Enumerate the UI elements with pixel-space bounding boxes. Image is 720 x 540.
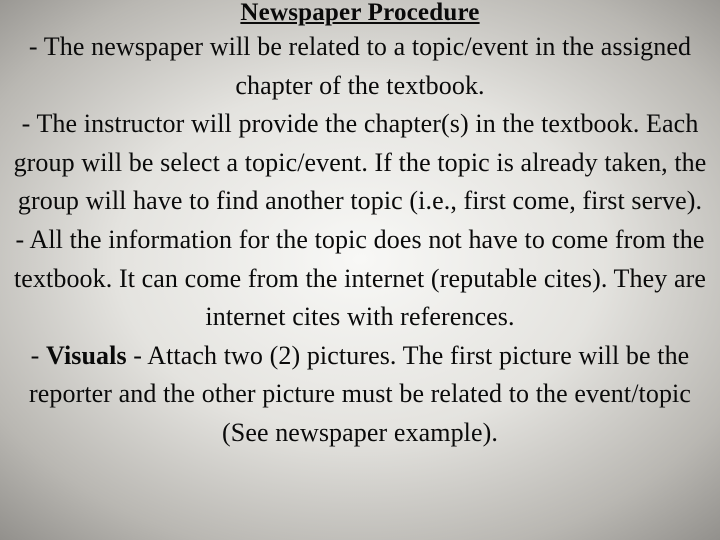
slide-body xyxy=(8,28,712,453)
visuals-prefix: - xyxy=(30,340,47,370)
paragraph-topic-relation: - The newspaper will be related to a topic/event in the assigned chapter of the textbook. xyxy=(28,32,692,100)
visuals-label: Visuals xyxy=(46,340,127,370)
visuals-text: - Attach two (2) pictures. The first picture will be the reporter and the other picture must be related to the event/topic (See newspaper example). xyxy=(28,340,692,447)
slide-title: Newspaper Procedure xyxy=(240,0,480,26)
paragraph-information-sources: - All the information for the topic does not have to come from the textbook. It can come from the internet (reputable cites). They are internet cites with references. xyxy=(13,224,707,332)
paragraph-visuals xyxy=(8,337,712,453)
paragraph-topic-selection: - The instructor will provide the chapter(s) in the textbook. Each group will be select a topic/event. If the topic is already taken, the group will have to find another topic (i.e., first come, first serve). xyxy=(13,109,707,216)
